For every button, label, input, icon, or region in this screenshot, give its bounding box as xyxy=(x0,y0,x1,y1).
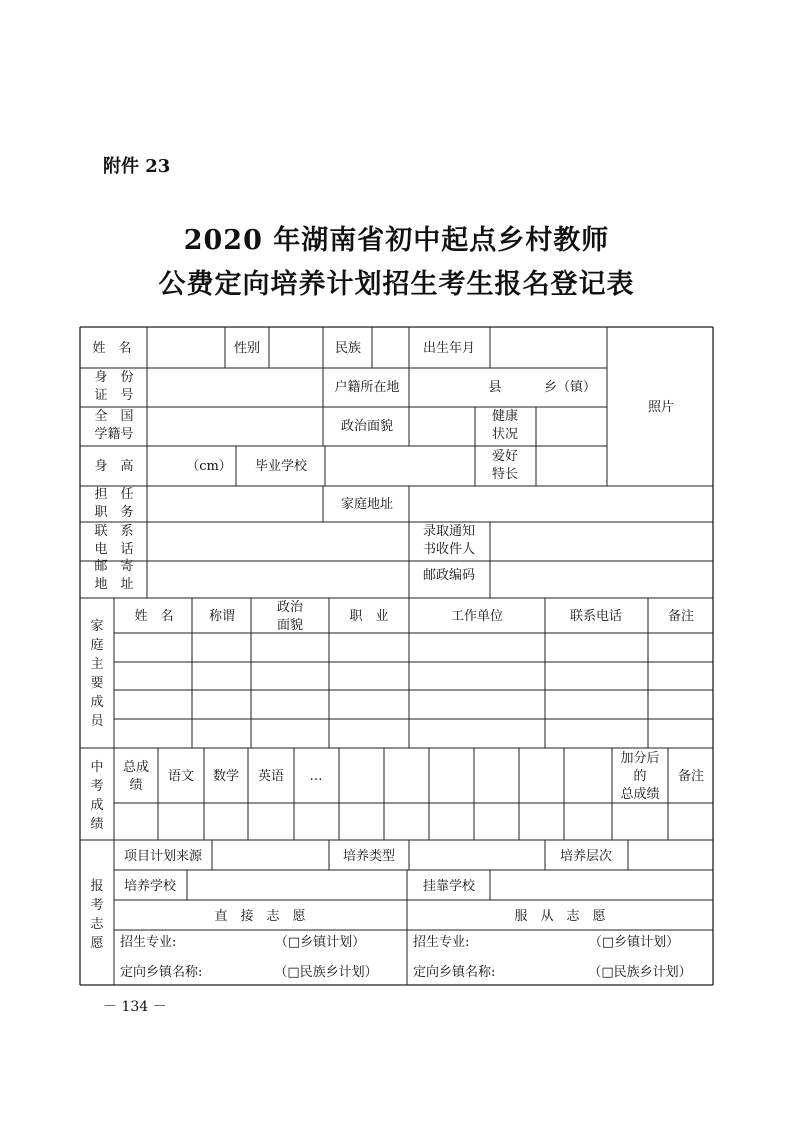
family-h-pol-2: 面貌 xyxy=(276,618,304,633)
label-height: 身 高 xyxy=(94,459,134,474)
apply-direct-town-plan: （□乡镇计划） xyxy=(274,935,366,950)
label-id-1: 身 份 xyxy=(94,370,134,385)
label-studentid-2: 学籍号 xyxy=(94,427,134,442)
label-health-2: 状况 xyxy=(491,427,519,442)
label-phone-2: 电 话 xyxy=(94,542,134,557)
label-duty-2: 职 务 xyxy=(94,505,134,520)
label-id-2: 证 号 xyxy=(94,388,134,403)
family-side-1: 家 xyxy=(90,619,104,634)
label-grad-school: 毕业学校 xyxy=(254,459,308,474)
apply-affil-school: 挂靠学校 xyxy=(422,879,476,894)
attachment-label: 附件 23 xyxy=(103,156,171,177)
apply-direct: 直 接 志 愿 xyxy=(214,909,306,924)
apply-side-4: 愿 xyxy=(90,936,104,951)
exam-bonus-3: 总成绩 xyxy=(620,787,660,802)
apply-direct-town: 定向乡镇名称: xyxy=(120,965,203,980)
label-home-addr: 家庭地址 xyxy=(340,497,394,512)
apply-obey-town: 定向乡镇名称: xyxy=(413,965,496,980)
family-h-pol-1: 政治 xyxy=(276,600,304,615)
page-subtitle: 公费定向培养计划招生考生报名登记表 xyxy=(158,269,635,300)
family-h-relation: 称谓 xyxy=(208,609,236,624)
label-photo: 照片 xyxy=(647,400,675,415)
label-health-1: 健康 xyxy=(491,409,519,424)
label-name: 姓 名 xyxy=(92,341,132,356)
label-mail-2: 地 址 xyxy=(94,577,134,592)
label-duty-1: 担 任 xyxy=(94,487,134,502)
exam-note: 备注 xyxy=(677,769,705,784)
exam-side-1: 中 xyxy=(90,760,104,775)
family-side-3: 主 xyxy=(90,657,104,672)
apply-obey-ethnic-plan: （□民族乡计划） xyxy=(588,965,692,980)
family-h-note: 备注 xyxy=(667,609,695,624)
apply-train-level: 培养层次 xyxy=(559,849,613,864)
label-hobby-1: 爱好 xyxy=(491,449,519,464)
label-birth: 出生年月 xyxy=(422,341,476,356)
apply-obey: 服 从 志 愿 xyxy=(514,909,606,924)
exam-bonus-2: 的 xyxy=(633,769,647,784)
label-gender: 性别 xyxy=(233,341,261,356)
apply-side-3: 志 xyxy=(90,917,104,932)
family-side-2: 庭 xyxy=(90,638,104,653)
family-side-6: 员 xyxy=(90,714,104,729)
family-h-work: 工作单位 xyxy=(450,609,504,624)
family-h-phone: 联系电话 xyxy=(569,609,623,624)
exam-english: 英语 xyxy=(257,769,285,784)
label-political: 政治面貌 xyxy=(340,419,394,434)
apply-plan-source: 项目计划来源 xyxy=(123,849,203,864)
apply-direct-ethnic-plan: （□民族乡计划） xyxy=(274,965,378,980)
apply-obey-town-plan: （□乡镇计划） xyxy=(588,935,680,950)
apply-obey-major: 招生专业: xyxy=(413,935,470,950)
exam-side-3: 成 xyxy=(90,798,104,813)
label-postcode: 邮政编码 xyxy=(422,568,476,583)
exam-side-2: 考 xyxy=(90,779,104,794)
label-phone-1: 联 系 xyxy=(94,524,134,539)
label-township: 乡（镇） xyxy=(543,380,597,395)
page-title: 2020 年湖南省初中起点乡村教师 xyxy=(183,225,610,256)
family-side-5: 成 xyxy=(90,695,104,710)
exam-etc: … xyxy=(309,769,323,784)
exam-side-4: 绩 xyxy=(90,817,104,832)
label-mail-1: 邮 寄 xyxy=(94,559,134,574)
family-side-4: 要 xyxy=(90,676,104,691)
apply-side-1: 报 xyxy=(90,879,104,894)
label-hobby-2: 特长 xyxy=(491,467,519,482)
label-studentid-1: 全 国 xyxy=(94,409,134,424)
exam-total-2: 绩 xyxy=(129,778,143,793)
exam-chinese: 语文 xyxy=(167,769,195,784)
page-number: － 134 － xyxy=(103,999,167,1015)
label-hukou: 户籍所在地 xyxy=(334,380,400,395)
label-notice-2: 书收件人 xyxy=(422,542,476,557)
label-county: 县 xyxy=(488,380,502,395)
exam-total-1: 总成 xyxy=(122,760,150,775)
apply-side-2: 考 xyxy=(90,898,104,913)
apply-train-type: 培养类型 xyxy=(342,849,396,864)
table-labels xyxy=(90,340,704,980)
label-ethnicity: 民族 xyxy=(334,341,362,356)
exam-bonus-1: 加分后 xyxy=(620,751,660,766)
family-h-job: 职 业 xyxy=(349,609,389,624)
label-notice-1: 录取通知 xyxy=(422,524,476,539)
apply-direct-major: 招生专业: xyxy=(120,935,177,950)
label-cm: （cm） xyxy=(186,459,232,474)
family-h-name: 姓 名 xyxy=(134,609,174,624)
exam-math: 数学 xyxy=(212,769,240,784)
apply-train-school: 培养学校 xyxy=(123,879,177,894)
